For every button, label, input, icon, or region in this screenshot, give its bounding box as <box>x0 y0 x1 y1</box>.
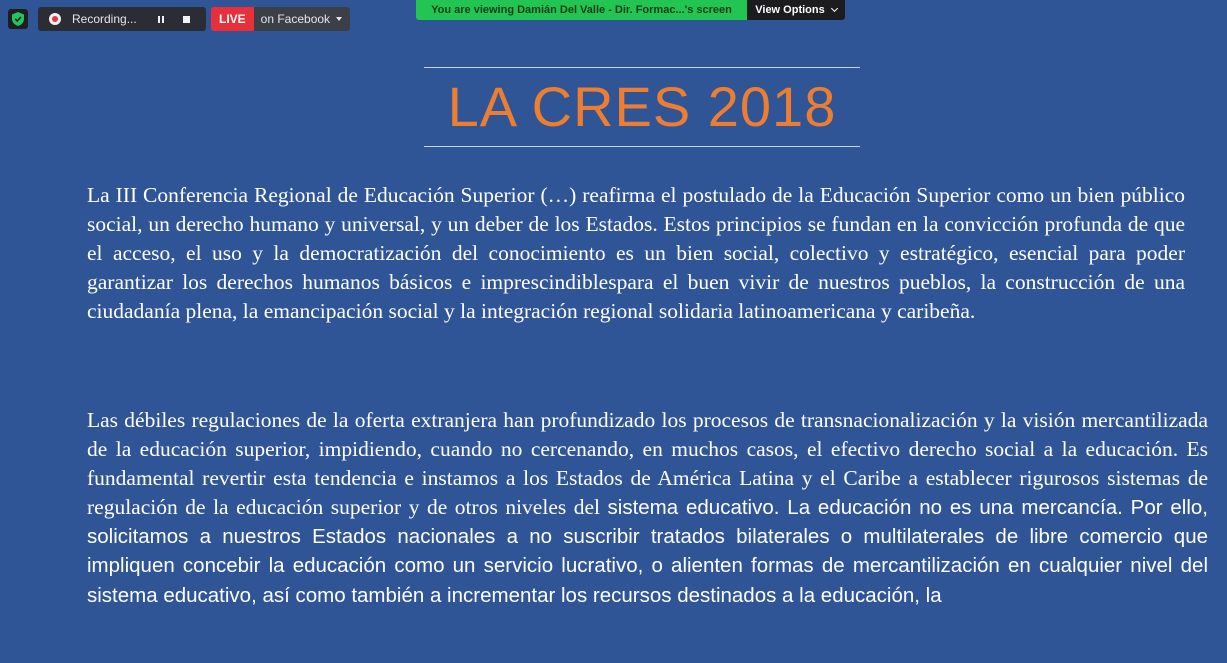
slide-title: LA CRES 2018 <box>447 75 837 138</box>
view-options-button[interactable] <box>747 0 845 20</box>
stop-recording-button[interactable] <box>176 9 196 29</box>
live-badge: LIVE <box>211 7 254 31</box>
slide-paragraph-1: La III Conferencia Regional de Educación Superior (…) reafirma el postulado de la Educación Superior como un bien público social, un derecho humano y universal, y un deber de los Estados. Estos principios se fundan en la convicción profunda de que el acceso, el uso y la democratización del conocimiento es un bien social, colectivo y estratégico, esencial para poder garantizar los derechos humanos básicos e imprescindiblespara el buen vivir de nuestros pueblos, la construcción de una ciudadanía plena, la emancipación social y la integración regional solidaria latinoamericana y caribeña. <box>87 183 1185 324</box>
live-stream-indicator <box>211 7 350 31</box>
recording-label: Recording... <box>72 12 137 26</box>
screen-share-banner <box>416 0 845 20</box>
title-top-rule <box>424 67 860 68</box>
slide-paragraph-2-sans: sistema educativo. La educación no es una mercancía. Por ello, solicitamos a nuestros Estados nacionales a no suscribir tratados bilaterales o multilaterales de libre comercio que impliquen concebir la educación como un servicio lucrativo, o alienten formas de mercantilización en cualquier nivel del sistema educativo, así como también a incrementar los recursos destinados a la educación, la <box>87 496 1208 607</box>
view-options-label: View Options <box>755 4 825 16</box>
slide-paragraph-2-serif: Las débiles regulaciones de la oferta extranjera han profundizado los procesos de transnacionalización y la visión mercantilizada de la educación superior, impidiendo, cuando no cercenando, en muchos casos, el efectivo derecho social a la educación. Es fundamental revertir esta tendencia e instamos a los Estados de América Latina y el Caribe a establecer rigurosos sistemas de regulación de la educación superior y de otros niveles del <box>87 408 1208 520</box>
title-bottom-rule <box>424 146 860 147</box>
pause-recording-button[interactable] <box>151 9 171 29</box>
stop-icon <box>183 16 190 23</box>
recording-dot-icon <box>49 13 61 25</box>
viewing-screen-message: You are viewing Damián Del Valle - Dir. Formac...'s screen <box>416 0 747 20</box>
live-destination-dropdown[interactable] <box>254 7 350 31</box>
recording-bar <box>38 7 206 31</box>
slide-paragraph-2 <box>87 406 1208 610</box>
chevron-down-icon <box>831 5 838 12</box>
live-destination-label: on Facebook <box>260 12 331 26</box>
security-shield-icon[interactable] <box>8 9 28 29</box>
caret-down-icon <box>336 17 342 21</box>
pause-icon <box>158 16 164 23</box>
